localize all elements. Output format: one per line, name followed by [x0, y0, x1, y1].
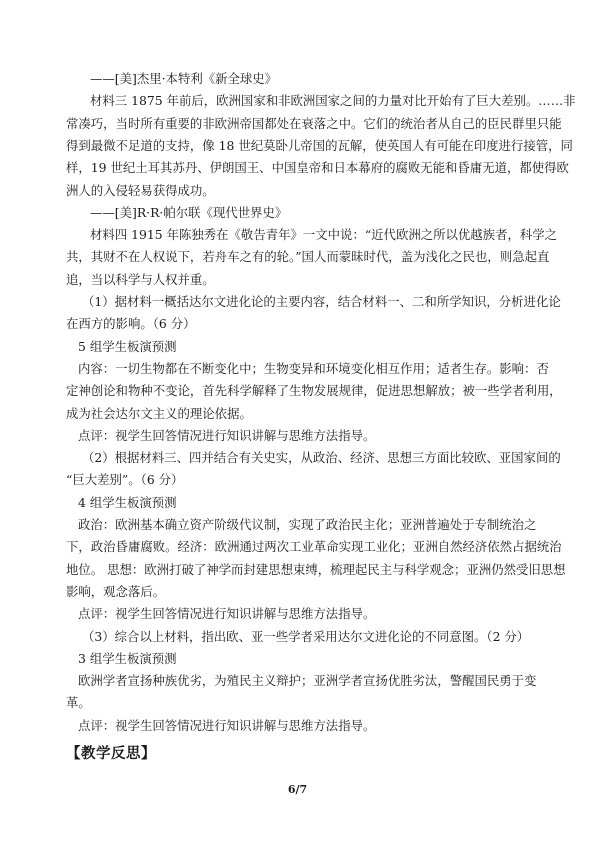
paragraph-line: 得到最微不足道的支持，像 18 世纪莫卧儿帝国的瓦解，使英国人有可能在印度进行接管，同: [66, 137, 573, 153]
paragraph-line: 洲人的入侵轻易获得成功。: [66, 182, 215, 198]
answer-line: 定神创论和物种不变论，首先科学解释了生物发展规律，促进思想解放；被一些学者利用，: [66, 383, 562, 399]
answer-line: 欧洲学者宣扬种族优劣，为殖民主义辩护；亚洲学者宣扬优胜劣汰，警醒国民勇于变: [78, 673, 537, 689]
paragraph-line: 共，其财不在人权说下，若舟车之有的轮。”国人而蒙昧时代，盖为浅化之民也，则急起直: [66, 249, 550, 265]
comment-line: 点评：视学生回答情况进行知识讲解与思维方法指导。: [78, 717, 376, 733]
answer-line: 革。: [66, 695, 91, 711]
answer-line: 政治：欧洲基本确立资产阶级代议制，实现了政治民主化；亚洲普遍处于专制统治之: [78, 517, 537, 532]
group-label: 4 组学生板演预测: [78, 494, 177, 510]
paragraph-line: 材料四 1915 年陈独秀在《敬告青年》一文中说：“近代欧洲之所以优越族者，科学之: [90, 227, 558, 243]
paragraph-line: 样，19 世纪土耳其苏丹、伊朗国王、中国皇帝和日本幕府的腐败无能和昏庸无道，都使得欧: [66, 160, 569, 176]
answer-line: 下，政治昏庸腐败。经济：欧洲通过两次工业革命实现工业化；亚洲自然经济依然占据统治: [66, 539, 562, 555]
citation-line: ——[美]R·R·帕尔联《现代世界史》: [90, 204, 288, 220]
answer-line: 成为社会达尔文主义的理论依据。: [66, 405, 252, 421]
group-label: 3 组学生板演预测: [78, 650, 177, 666]
question-line: “巨大差别”。（6 分）: [66, 472, 184, 488]
answer-line: 内容：一切生物都在不断变化中；生物变异和环境变化相互作用；适者生存。影响：否: [78, 360, 549, 376]
citation-line: ——[美]杰里·本特利《新全球史》: [90, 71, 278, 86]
group-label: 5 组学生板演预测: [78, 338, 177, 354]
section-heading: 【教学反思】: [66, 746, 156, 762]
comment-line: 点评：视学生回答情况进行知识讲解与思维方法指导。: [78, 606, 376, 622]
paragraph-line: 常凑巧，当时所有重要的非欧洲帝国都处在衰落之中。它们的统治者从自己的臣民群里只能: [66, 115, 562, 131]
answer-line: 地位。 思想：欧洲打破了神学而封建思想束缚，梳理起民主与科学观念；亚洲仍然受旧思想: [66, 561, 566, 577]
question-line: （2）根据材料三、四并结合有关史实，从政治、经济、思想三方面比较欧、亚国家间的: [82, 450, 561, 466]
question-line: （3）综合以上材料，指出欧、亚一些学者采用达尔文进化论的不同意图。（2 分）: [82, 628, 530, 644]
question-line: （1）据材料一概括达尔文进化论的主要内容，结合材料一、二和所学知识，分析进化论: [82, 294, 561, 309]
paragraph-line: 追，当以科学与人权并重。: [66, 271, 215, 287]
question-line: 在西方的影响。（6 分）: [66, 316, 196, 332]
page-number: 6/7: [287, 783, 308, 796]
answer-line: 影响，观念落后。: [66, 583, 166, 599]
comment-line: 点评：视学生回答情况进行知识讲解与思维方法指导。: [78, 427, 376, 443]
paragraph-line: 材料三 1875 年前后，欧洲国家和非欧洲国家之间的力量对比开始有了巨大差别。……非: [90, 93, 576, 109]
